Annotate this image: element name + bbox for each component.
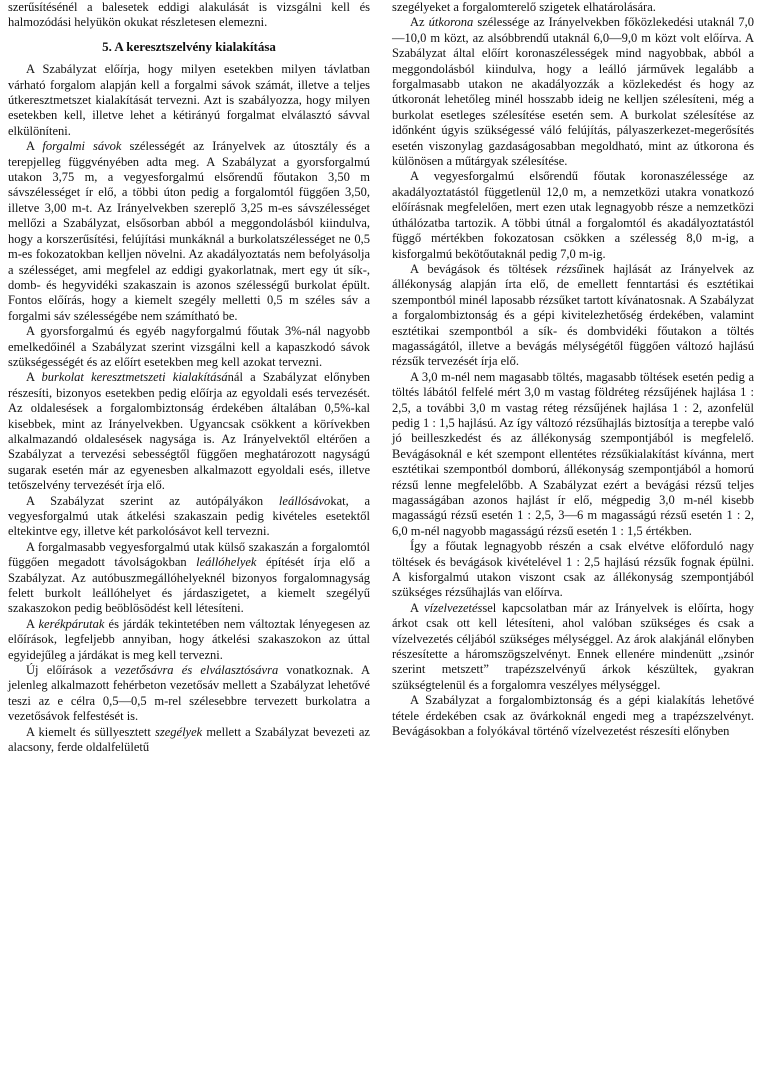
- emphasis: rézsű: [556, 261, 583, 276]
- paragraph: A gyorsforgalmú és egyéb nagyforgalmú főutak 3%-nál nagyobb emelkedőinél a Szabályzat szerint vizsgálni kell a kapaszkodó sávok szükségességét és az előírt esetekben meg kell azokat tervezni.: [8, 324, 370, 369]
- paragraph: Új előírások a vezetősávra és elválasztósávra vonatkoznak. A jelenleg alkalmazott fehérbeton vezetősáv mellett a Szabályzat lehetővé teszi az e célra 0,5—0,5 m-rel szélesebbre tervezett burkolatra a vezetősávok felfestését is.: [8, 663, 370, 724]
- paragraph: Így a főutak legnagyobb részén a csak elvétve előforduló nagy töltések és bevágások kivételével 1 : 2,5 hajlású rézsűk fognak épülni. A kisforgalmú utakon viszont csak az állékonyság szempontjából szükséges rézsűhajlás van előírva.: [392, 539, 754, 600]
- paragraph: A Szabályzat előírja, hogy milyen esetekben milyen távlatban várható forgalom alapján kell a forgalmi sávok számát, illetve a teljes útkeresztmetszet kialakítását tervezni. Azt is szabályozza, hogy milyen esetekben kell, illetve lehet a kétirányú forgalmat elválasztó sávval elkülöníteni.: [8, 62, 370, 138]
- text-columns: [8, 0, 754, 1066]
- paragraph: A kiemelt és süllyesztett szegélyek mellett a Szabályzat bevezeti az alacsony, ferde oldalfelületű: [8, 724, 370, 755]
- paragraph: A burkolat keresztmetszeti kialakításánál a Szabályzat előnyben részesíti, bizonyos esetekben pedig előírja az egyoldali esés tervezését. Az oldalesések a forgalombiztonság érdekében általában 0,5%-kal kisebbek, mint az Irányelvekben. Ugyancsak csökkent a körívekben alkalmazandó oldalesések nagysága is. Az Irányelvektől eltérően a Szabályzat a tervezési sebességtől függően meghatározott nagyságú sugarak esetén már az egyenesben alkalmazott egyoldali esés, illetve tetőszelvény tervezését írja elő.: [8, 370, 370, 493]
- emphasis: kerékpárutak: [38, 616, 105, 631]
- paragraph: szegélyeket a forgalomterelő szigetek elhatárolására.: [392, 0, 656, 14]
- paragraph: szerűsítésénél a balesetek eddigi alakulását is vizsgálni kell és halmozódási helyükön okukat részletesen elemezni.: [8, 0, 370, 30]
- emphasis: burkolat keresztmetszeti kialakításá: [41, 370, 228, 385]
- paragraph: A kerékpárutak és járdák tekintetében nem változtak lényegesen az előírások, legfeljebb annyiban, hogy átkelési szakaszokon az úttal egyidejűleg a járdákat is meg kell tervezni.: [8, 616, 370, 662]
- emphasis: vezetősávra és elválasztósávra: [114, 663, 279, 678]
- emphasis: leállóhelyek: [196, 555, 257, 570]
- emphasis: forgalmi sávok: [42, 139, 122, 154]
- left-column: [8, 0, 370, 1066]
- paragraph: Az útkorona szélessége az Irányelvekben főközlekedési utaknál 7,0—10,0 m közt, az alsóbbrendű utaknál 6,0—9,0 m közt volt előírva. A Szabályzat által előírt koronaszélességek mind nagyobbak, abból a meggondolásból kiindulva, hogy a leálló járművek legalább a forgalmasabb utakon ne akadályozzák a közlekedést és hogy az útkoronát lehetőleg minél hosszabb ideig ne kelljen szélesíteni, még a burkolat esetleges szélesítése esetén sem. A burkolat szélesítése az időnként úgyis szükségessé váló felújítás, pályaszerkezet-megerősítés esetén viszonylag gazdaságosabban megoldható, mint az útkorona és különösen a műtárgyak szélesítése.: [392, 15, 755, 169]
- emphasis: vízelvezetés: [424, 600, 483, 615]
- section-heading: 5. A keresztszelvény kialakítása: [102, 38, 276, 54]
- emphasis: szegélyek: [155, 724, 203, 739]
- right-column: [392, 0, 754, 1066]
- paragraph: A bevágások és töltések rézsűinek hajlását az Irányelvek az állékonyság alapján írta elő, de emellett fenntartási és esztétikai szempontból minél laposabb rézsűket tartott kívánatosnak. A Szabályzat a forgalombiztonság és a gépi kivitelezhetőség érdekében, valamint esztétikai szempontból a sík- és dombvidéki főutakon a töltés magasságától, illetve a bevágás mélységétől függően változó hajlású rézsűk tervezését írja elő.: [392, 261, 754, 369]
- emphasis: leállósávo: [278, 493, 331, 508]
- emphasis: útkorona: [428, 15, 474, 30]
- paragraph: A Szabályzat a forgalombiztonság és a gépi kialakítás lehetővé tétele érdekében csak az övárkoknál engedi meg a trapézszelvényt. Bevágásokban a folyókával történő vízelvezetést részesíti előnyben: [392, 693, 754, 739]
- paragraph: A 3,0 m-nél nem magasabb töltés, magasabb töltések esetén pedig a töltés lábától felfelé mért 3,0 m vastag földréteg rézsűjének hajlása 1 : 2,5, a további 3,0 m vastag réteg rézsűjének hajlása 1 : 2, azonfelül pedig 1 : 1,5 hajlású. Az így változó rézsűhajlás biztosítja a terepbe való jó beilleszkedést és az állékonyság szempontjából is megfelelő. Bevágásoknál e két szempont ellentétes rézsűkialakítást kívánna, mert esztétikai szempontból domború, állékonyság szempontjából a homorú rézsű lenne megfelelőbb. A Szabályzat ezért a bevágási rézsű teljes magasságában azonos hajlást ír elő, mégpedig 3,0 m-nél kisebb magasságú rézsű esetén 1 : 2,5, 3—6 m magasságú rézsű esetén 1 : 2, 6,0 m-nél nagyobb magasságú rézsű esetén 1 : 1,5 értékben.: [392, 369, 754, 538]
- paragraph: A vízelvezetéssel kapcsolatban már az Irányelvek is előírta, hogy árkot csak ott kell létesíteni, ahol valóban szükséges és csak a vízelvezetés céljából szükséges mélységgel. Az árok alakjánál előnyben részesítette a háromszögszelvényt. Ennek ellenére mindenütt „zsinór szerint metszett” trapézszelvényű árkok készültek, gyakran szükségtelenül és a forgalomra veszélyes mélységgel.: [392, 600, 754, 692]
- paragraph: A forgalmasabb vegyesforgalmú utak külső szakaszán a forgalomtól függően megadott távolságokban leállóhelyek építését írja elő a Szabályzat. Az autóbuszmegállóhelyeknél bizonyos forgalomnagyság felett burkolt leállóhelyet és járdaszigetet, a kiemelt szegélyű szakaszokon pedig beöblösödést kell létesíteni.: [8, 539, 371, 616]
- paragraph: A vegyesforgalmú elsőrendű főutak koronaszélessége az akadályoztatástól függetlenül 12,0 m, a nemzetközi utakra vonatkozó előírásnak megfelelően, mert ezen utak legnagyobb része a nemzetközi úthálózatba tartozik. A többi útnál a forgalomtól és akadályoztatástól függő mértékben fokozatosan csökken a szélesség 8,0 m-ig, a kisforgalmú bekötőutaknál pedig 7,0 m-ig.: [392, 169, 754, 261]
- paragraph: A forgalmi sávok szélességét az Irányelvek az útosztály és a terepjelleg függvényében adta meg. A Szabályzat a gyorsforgalmú utakon 3,75 m, a vegyesforgalmú elsőrendű főutakon 3,50 m sávszélességet ír elő, a többi úton pedig a forgalomtól függően 3,50, illetve 3,00 m-t. Az Irányelvekben szereplő 3,25 m-es sávszélességet mellőzi a Szabályzat, elsősorban abból a meggondolásból kiindulva, hogy a korszerűsítési, felújítási munkáknál a burkolatszélességet ne 0,5 m-es fokozatokban kelljen növelni. Az akadályoztatás nem befolyásolja a szélességet, ami megfelel az eddigi gyakorlatnak, mert egy út sík-, domb- és hegyvidéki szakaszain is azonos szélességű burkolat épült. Fontos előírás, hogy a kiemelt szegély melletti 0,5 m széles sáv a forgalmi sáv szélességébe nem számítható be.: [8, 139, 370, 323]
- paragraph: A Szabályzat szerint az autópályákon leállósávokat, a vegyesforgalmú utak átkelési szakaszain pedig kivételes esetektől eltekintve egy, illetve két parkolósávot kell tervezni.: [8, 493, 370, 539]
